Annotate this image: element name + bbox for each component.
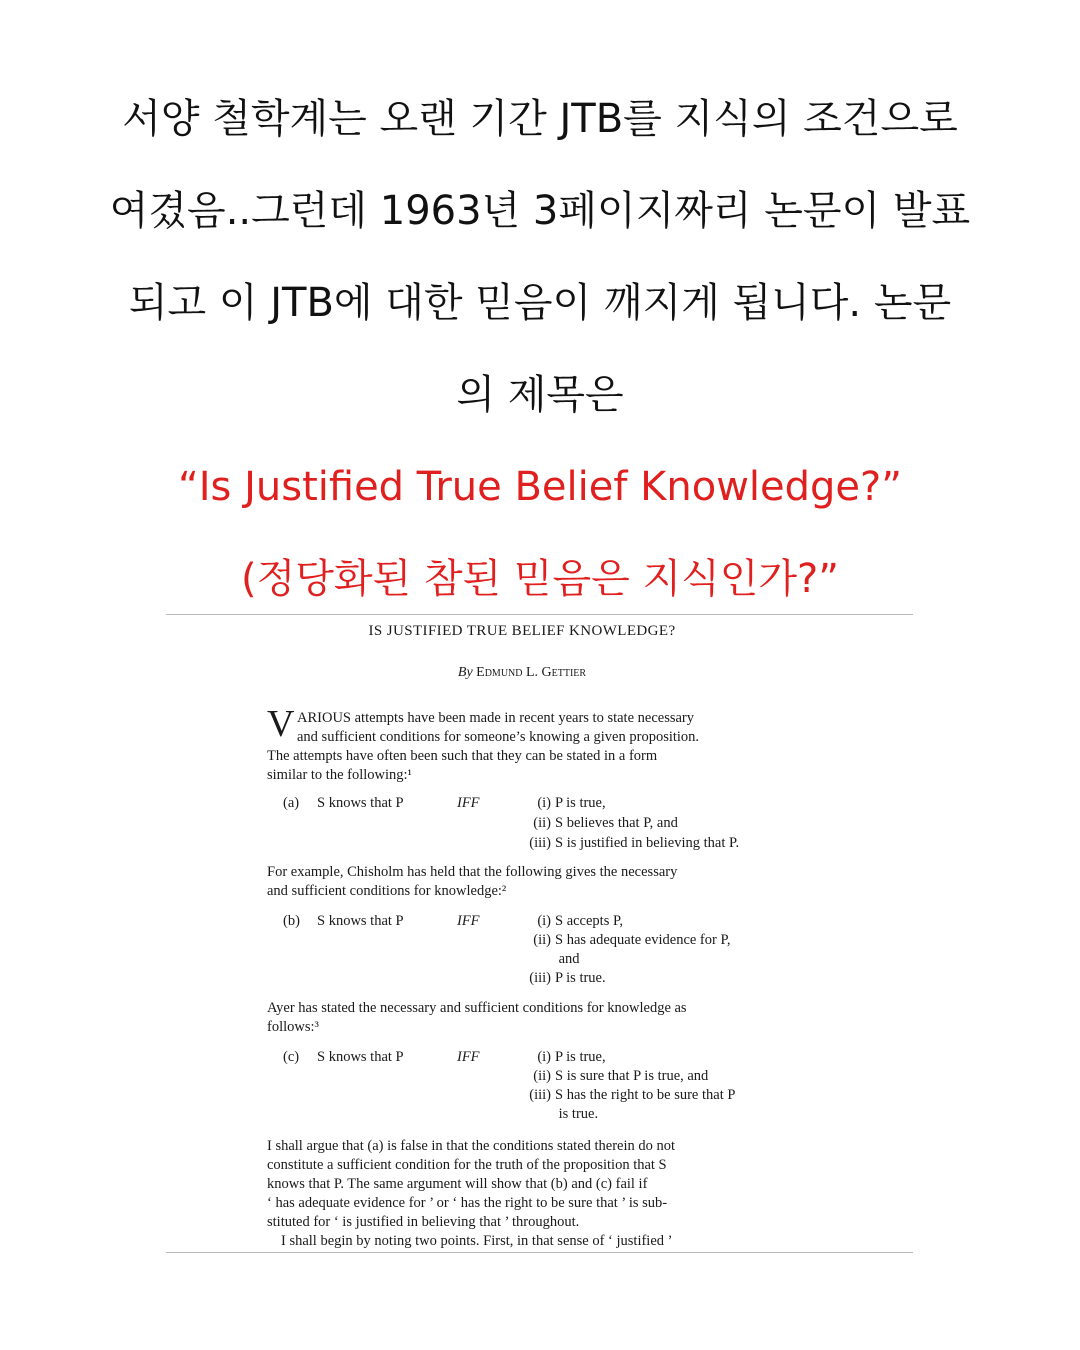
paragraph-line: ‘ has adequate evidence for ’ or ‘ has the right to be sure that ’ is sub- <box>267 1195 668 1211</box>
paper-title: IS JUSTIFIED TRUE BELIEF KNOWLEDGE? <box>368 623 676 639</box>
paper-author <box>267 665 777 681</box>
condition-b <box>267 913 777 993</box>
condition-iff: IFF <box>457 1049 480 1065</box>
author-name: Edmund L. Gettier <box>476 665 587 680</box>
condition-item <box>517 951 580 968</box>
paragraph-line: For example, Chisholm has held that the following gives the necessary <box>267 864 678 880</box>
intro-line: 되고 이 JTB에 대한 믿음이 깨지게 됩니다. 논문 <box>128 280 952 326</box>
drop-cap: V <box>267 703 295 745</box>
paragraph-line: knows that P. The same argument will show that (b) and (c) fail if <box>267 1176 648 1192</box>
ayer-paragraph <box>267 999 777 1037</box>
item-text: P is true, <box>555 1049 606 1065</box>
condition-subject: S knows that P <box>317 795 404 811</box>
item-number: (ii) <box>533 815 551 831</box>
paragraph-line: I shall begin by noting two points. First, in that sense of ‘ justified ’ <box>281 1233 673 1249</box>
paragraph-line: and sufficient conditions for knowledge:² <box>267 883 507 899</box>
condition-label: (c) <box>283 1049 300 1065</box>
paragraph-line: ARIOUS attempts have been made in recent years to state necessary <box>297 710 694 726</box>
condition-iff: IFF <box>457 913 480 929</box>
intro-line: 서양 철학계는 오랜 기간 JTB를 지식의 조건으로 <box>122 96 958 142</box>
condition-item <box>517 1068 708 1085</box>
condition-item <box>517 1087 735 1104</box>
condition-label: (a) <box>283 795 300 811</box>
item-text: is true. <box>555 1106 599 1122</box>
paragraph-line: stituted for ‘ is justified in believing that ’ throughout. <box>267 1214 580 1230</box>
item-number: (iii) <box>529 835 551 851</box>
item-text: P is true. <box>555 970 606 986</box>
condition-item <box>517 1049 606 1066</box>
paragraph-line: similar to the following:¹ <box>267 767 412 783</box>
paper-scan-image <box>166 614 913 1253</box>
item-text: S has the right to be sure that P <box>555 1087 736 1103</box>
paragraph-line: The attempts have often been such that they can be stated in a form <box>267 748 658 764</box>
paragraph-line: constitute a sufficient condition for the truth of the proposition that S <box>267 1157 667 1173</box>
item-number: (i) <box>537 795 551 811</box>
condition-subject: S knows that P <box>317 1049 404 1065</box>
condition-iff: IFF <box>457 795 480 811</box>
paragraph-line: Ayer has stated the necessary and sufficient conditions for knowledge as <box>267 1000 687 1016</box>
item-text: and <box>555 951 580 967</box>
condition-item <box>517 1106 598 1123</box>
condition-item <box>517 913 623 930</box>
paragraph-line: and sufficient conditions for someone’s knowing a given proposition. <box>297 729 700 745</box>
condition-item <box>517 932 731 949</box>
chisholm-paragraph <box>267 863 777 901</box>
condition-item <box>517 835 739 852</box>
condition-item <box>517 970 606 987</box>
paper-title-english: “Is Justified True Belief Knowledge?” <box>178 464 902 510</box>
paper-title-korean: (정당화된 참된 믿음은 지식인가?” <box>240 556 840 602</box>
condition-label: (b) <box>283 913 300 929</box>
condition-item <box>517 795 606 812</box>
item-number: (ii) <box>533 1068 551 1084</box>
author-by: By <box>457 665 473 680</box>
item-text: S is justified in believing that P. <box>555 835 740 851</box>
argument-paragraph <box>267 1137 777 1251</box>
intro-paragraph <box>267 709 777 785</box>
intro-line: 의 제목은 <box>456 372 624 418</box>
condition-item <box>517 815 678 832</box>
item-number: (iii) <box>529 1087 551 1103</box>
condition-c <box>267 1049 777 1129</box>
item-text: P is true, <box>555 795 606 811</box>
condition-subject: S knows that P <box>317 913 404 929</box>
intro-line: 여겼음..그런데 1963년 3페이지짜리 논문이 발표 <box>109 188 971 234</box>
intro-text <box>40 88 1040 640</box>
paragraph-line: follows:³ <box>267 1019 319 1035</box>
item-text: S is sure that P is true, and <box>555 1068 709 1084</box>
item-text: S accepts P, <box>555 913 624 929</box>
item-number: (iii) <box>529 970 551 986</box>
item-number: (ii) <box>533 932 551 948</box>
paragraph-line: I shall argue that (a) is false in that the conditions stated therein do not <box>267 1138 676 1154</box>
item-text: S has adequate evidence for P, <box>555 932 731 948</box>
item-text: S believes that P, and <box>555 815 678 831</box>
item-number: (i) <box>537 1049 551 1065</box>
item-number: (i) <box>537 913 551 929</box>
